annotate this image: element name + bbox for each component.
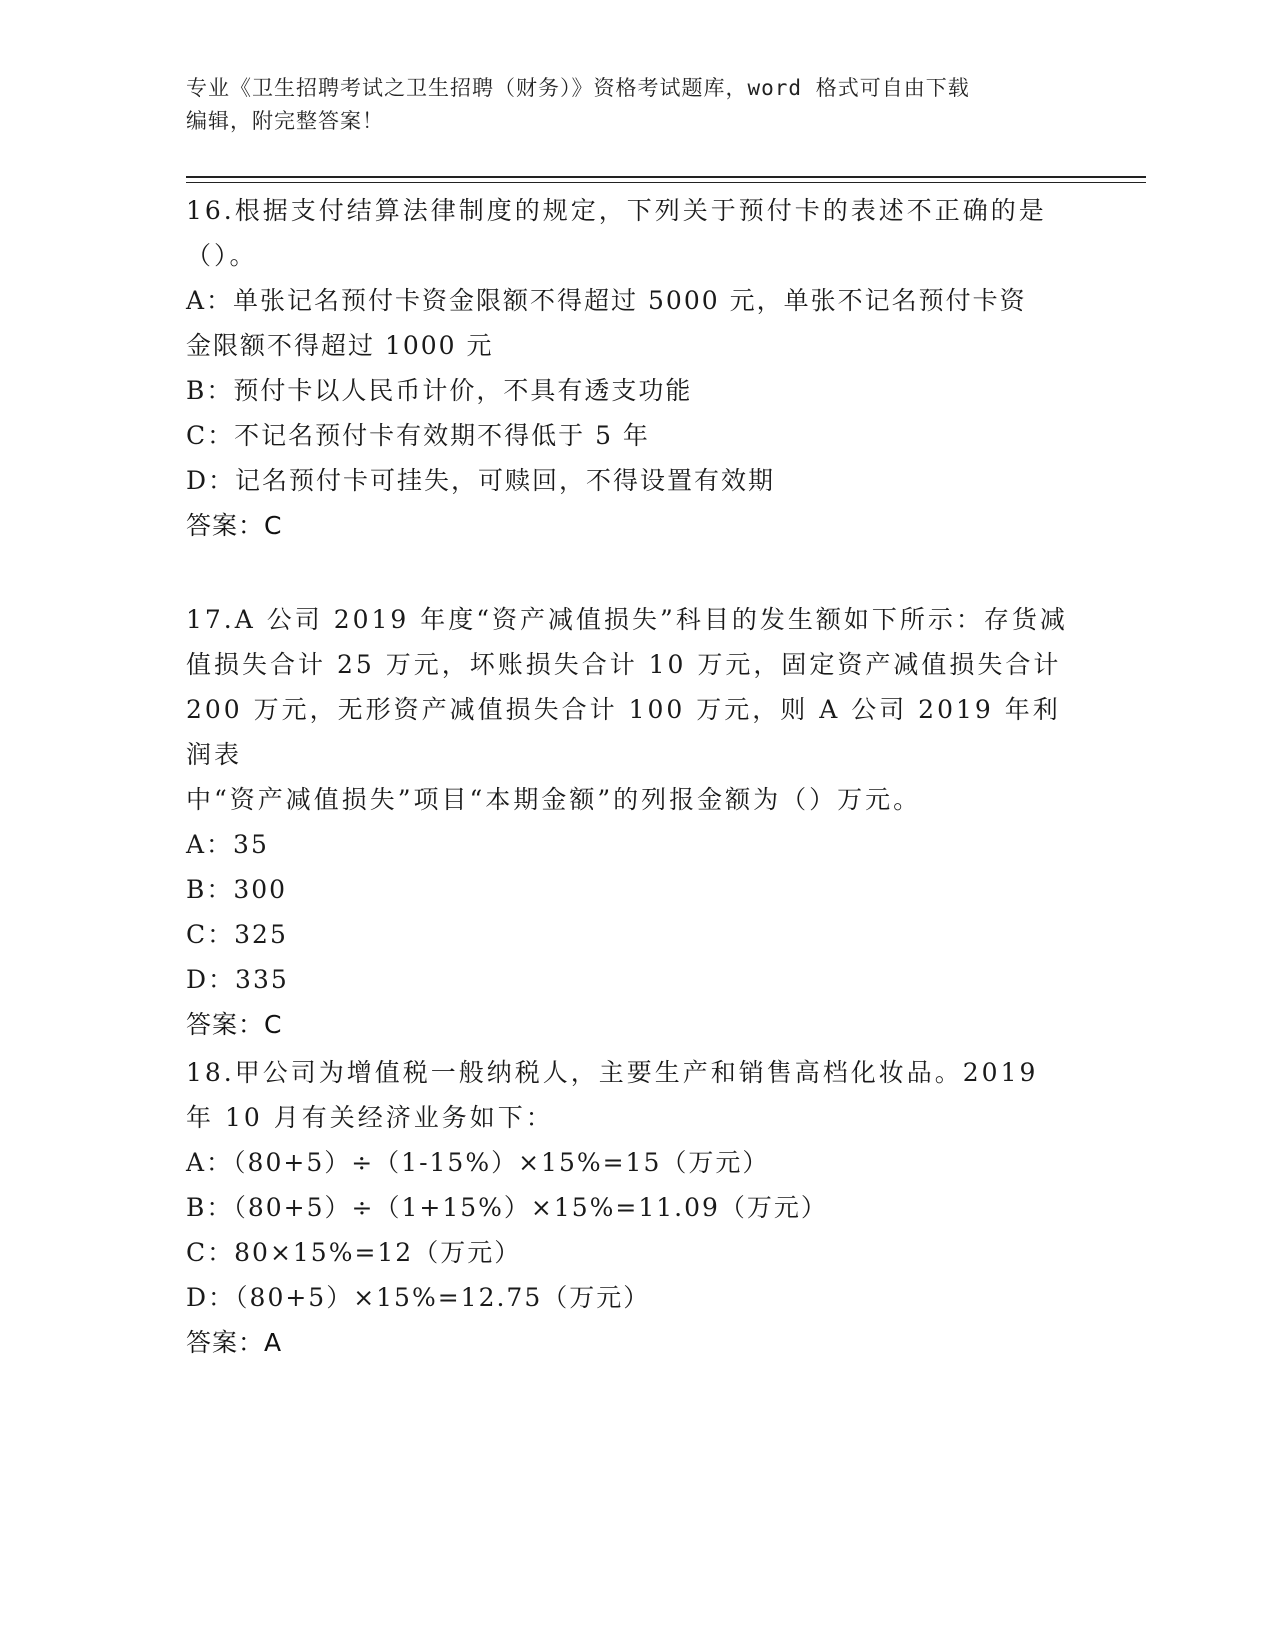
question-stem-line: （）。 (186, 241, 258, 270)
question-16 (186, 188, 1086, 548)
option-a: A：35 (186, 830, 269, 859)
answer-label: 答案：A (186, 1328, 283, 1357)
question-stem-line: 中“资产减值损失”项目“本期金额”的列报金额为（）万元。 (186, 785, 922, 814)
question-stem-line: 17.A 公司 2019 年度“资产减值损失”科目的发生额如下所示：存货减 (186, 605, 1068, 634)
option-c: C：不记名预付卡有效期不得低于 5 年 (186, 421, 650, 450)
question-stem-line: 200 万元，无形资产减值损失合计 100 万元，则 A 公司 2019 年利润表 (186, 695, 1061, 769)
option-a: A：单张记名预付卡资金限额不得超过 5000 元，单张不记名预付卡资 (186, 286, 1027, 315)
option-a-continued: 金限额不得超过 1000 元 (186, 331, 494, 360)
header-divider-thick (186, 176, 1146, 178)
option-c: C：325 (186, 920, 288, 949)
option-a: A：（80+5）÷（1-15%）×15%=15（万元） (186, 1148, 770, 1177)
question-stem-line: 18.甲公司为增值税一般纳税人，主要生产和销售高档化妆品。2019 (186, 1058, 1039, 1087)
option-d: D：335 (186, 965, 289, 994)
question-18 (186, 1050, 1086, 1365)
question-stem-line: 16.根据支付结算法律制度的规定，下列关于预付卡的表述不正确的是 (186, 196, 1047, 225)
option-b: B：（80+5）÷（1+15%）×15%=11.09（万元） (186, 1193, 828, 1222)
question-stem-line: 值损失合计 25 万元，坏账损失合计 10 万元，固定资产减值损失合计 (186, 650, 1062, 679)
question-stem-line: 年 10 月有关经济业务如下： (186, 1103, 554, 1132)
option-d: D：记名预付卡可挂失，可赎回，不得设置有效期 (186, 466, 776, 495)
option-d: D：（80+5）×15%=12.75（万元） (186, 1283, 651, 1312)
header-divider-thin (186, 182, 1146, 183)
question-17 (186, 597, 1086, 1047)
header-line-1: 专业《卫生招聘考试之卫生招聘（财务）》资格考试题库，word 格式可自由下载 (186, 76, 970, 100)
option-c: C：80×15%=12（万元） (186, 1238, 522, 1267)
document-header (186, 72, 1086, 138)
header-line-2: 编辑，附完整答案！ (186, 109, 384, 133)
answer-label: 答案：C (186, 1010, 283, 1039)
option-b: B：300 (186, 875, 288, 904)
option-b: B：预付卡以人民币计价，不具有透支功能 (186, 376, 693, 405)
answer-label: 答案：C (186, 511, 283, 540)
